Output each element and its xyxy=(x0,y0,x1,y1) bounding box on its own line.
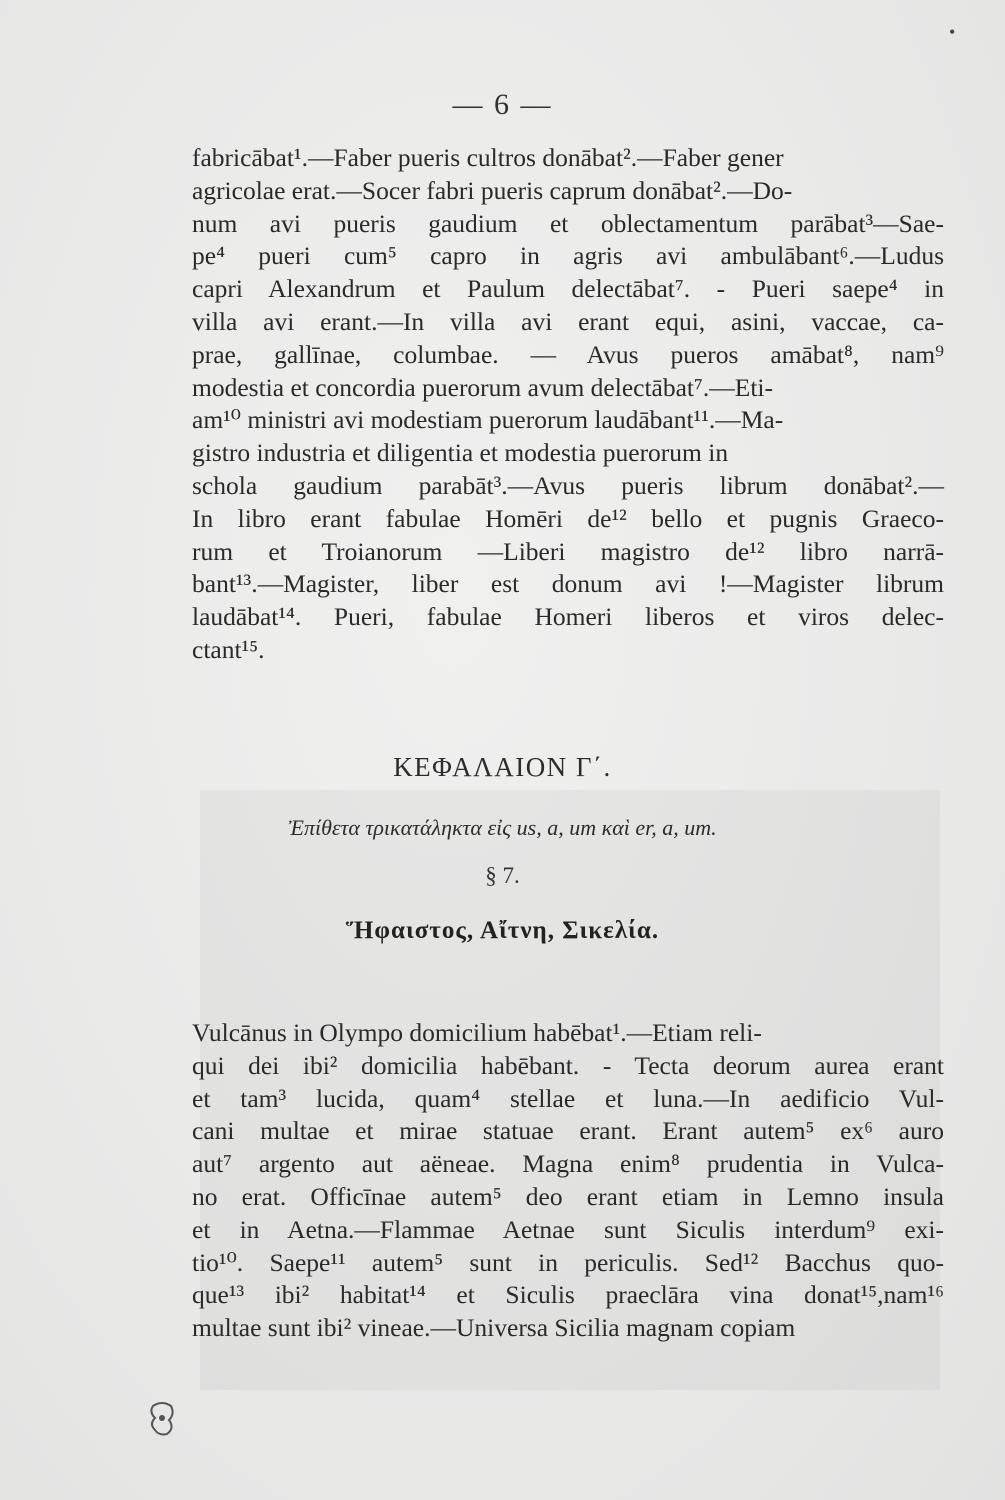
text-line: rum et Troianorum —Liberi magistro de¹² libro narrā- xyxy=(192,536,944,566)
text-line: pe⁴ pueri cum⁵ capro in agris avi ambulābant⁶.—Ludus xyxy=(192,241,944,271)
text-line: prae, gallīnae, columbae. — Avus pueros amābat⁸, nam⁹ xyxy=(192,339,944,369)
text-line: am¹⁰ ministri avi modestiam puerorum laudābant¹¹.—Ma- xyxy=(192,405,784,435)
text-line: agricolae erat.—Socer fabri pueris caprum donābat².—Do- xyxy=(192,175,793,205)
text-line: schola gaudium parabāt³.—Avus pueris librum donābat².— xyxy=(192,470,944,500)
printer-ornament-icon xyxy=(145,1398,179,1438)
text-line: laudābat¹⁴. Pueri, fabulae Homeri liberos et viros delec- xyxy=(192,602,944,632)
page-number: — 6 — xyxy=(452,88,553,121)
text-line: no erat. Officīnae autem⁵ deo erant etiam in Lemno insula xyxy=(192,1181,944,1211)
text-line: tio¹⁰. Saepe¹¹ autem⁵ sunt in periculis. Sed¹² Bacchus quo- xyxy=(192,1247,944,1277)
text-line: bant¹³.—Magister, liber est donum avi !—Magister librum xyxy=(192,569,944,599)
chapter-subtitle: Ἐπίθετα τρικατάληκτα εἰς us, a, um καὶ er, a, um. xyxy=(288,815,717,840)
text-line: fabricābat¹.—Faber pueris cultros donābat².—Faber gener xyxy=(192,143,784,172)
chapter-title: ΚΕΦΑΛΑΙΟΝ Γ΄. xyxy=(393,752,612,782)
text-line: multae sunt ibi² vineae.—Universa Sicilia magnam copiam xyxy=(192,1313,796,1343)
text-line: que¹³ ibi² habitat¹⁴ et Siculis praeclāra vina donat¹⁵,nam¹⁶ xyxy=(192,1280,944,1310)
text-line: modestia et concordia puerorum avum delectābat⁷.—Eti- xyxy=(192,372,774,402)
text-line: villa avi erant.—In villa avi erant equi, asini, vaccae, ca- xyxy=(192,306,944,336)
text-line: cani multae et mirae statuae erant. Erant autem⁵ ex⁶ auro xyxy=(192,1116,944,1146)
paragraph-2 xyxy=(192,1017,944,1345)
corner-mark: • xyxy=(949,22,956,42)
text-line: Vulcānus in Olympo domicilium habēbat¹.—Etiam reli- xyxy=(192,1018,762,1047)
text-line: qui dei ibi² domicilia habēbant. - Tecta deorum aurea erant xyxy=(192,1050,944,1080)
text-line: num avi pueris gaudium et oblectamentum parābat³—Sae- xyxy=(192,208,944,238)
paragraph-1 xyxy=(192,142,944,667)
section-number: § 7. xyxy=(485,863,520,888)
text-line: ctant¹⁵. xyxy=(192,634,265,664)
text-line: gistro industria et diligentia et modestia puerorum in xyxy=(192,438,729,468)
text-line: capri Alexandrum et Paulum delectābat⁷. - Pueri saepe⁴ in xyxy=(192,274,944,304)
text-line: et tam³ lucida, quam⁴ stellae et luna.—In aedificio Vul- xyxy=(192,1083,944,1113)
text-line: et in Aetna.—Flammae Aetnae sunt Siculis interdum⁹ exi- xyxy=(192,1214,944,1244)
section-heading: Ἥφαιστος, Αἴτνη, Σικελία. xyxy=(345,917,660,944)
text-line: In libro erant fabulae Homēri de¹² bello et pugnis Graeco- xyxy=(192,503,944,533)
text-line: aut⁷ argento aut aëneae. Magna enim⁸ prudentia in Vulca- xyxy=(192,1149,944,1179)
